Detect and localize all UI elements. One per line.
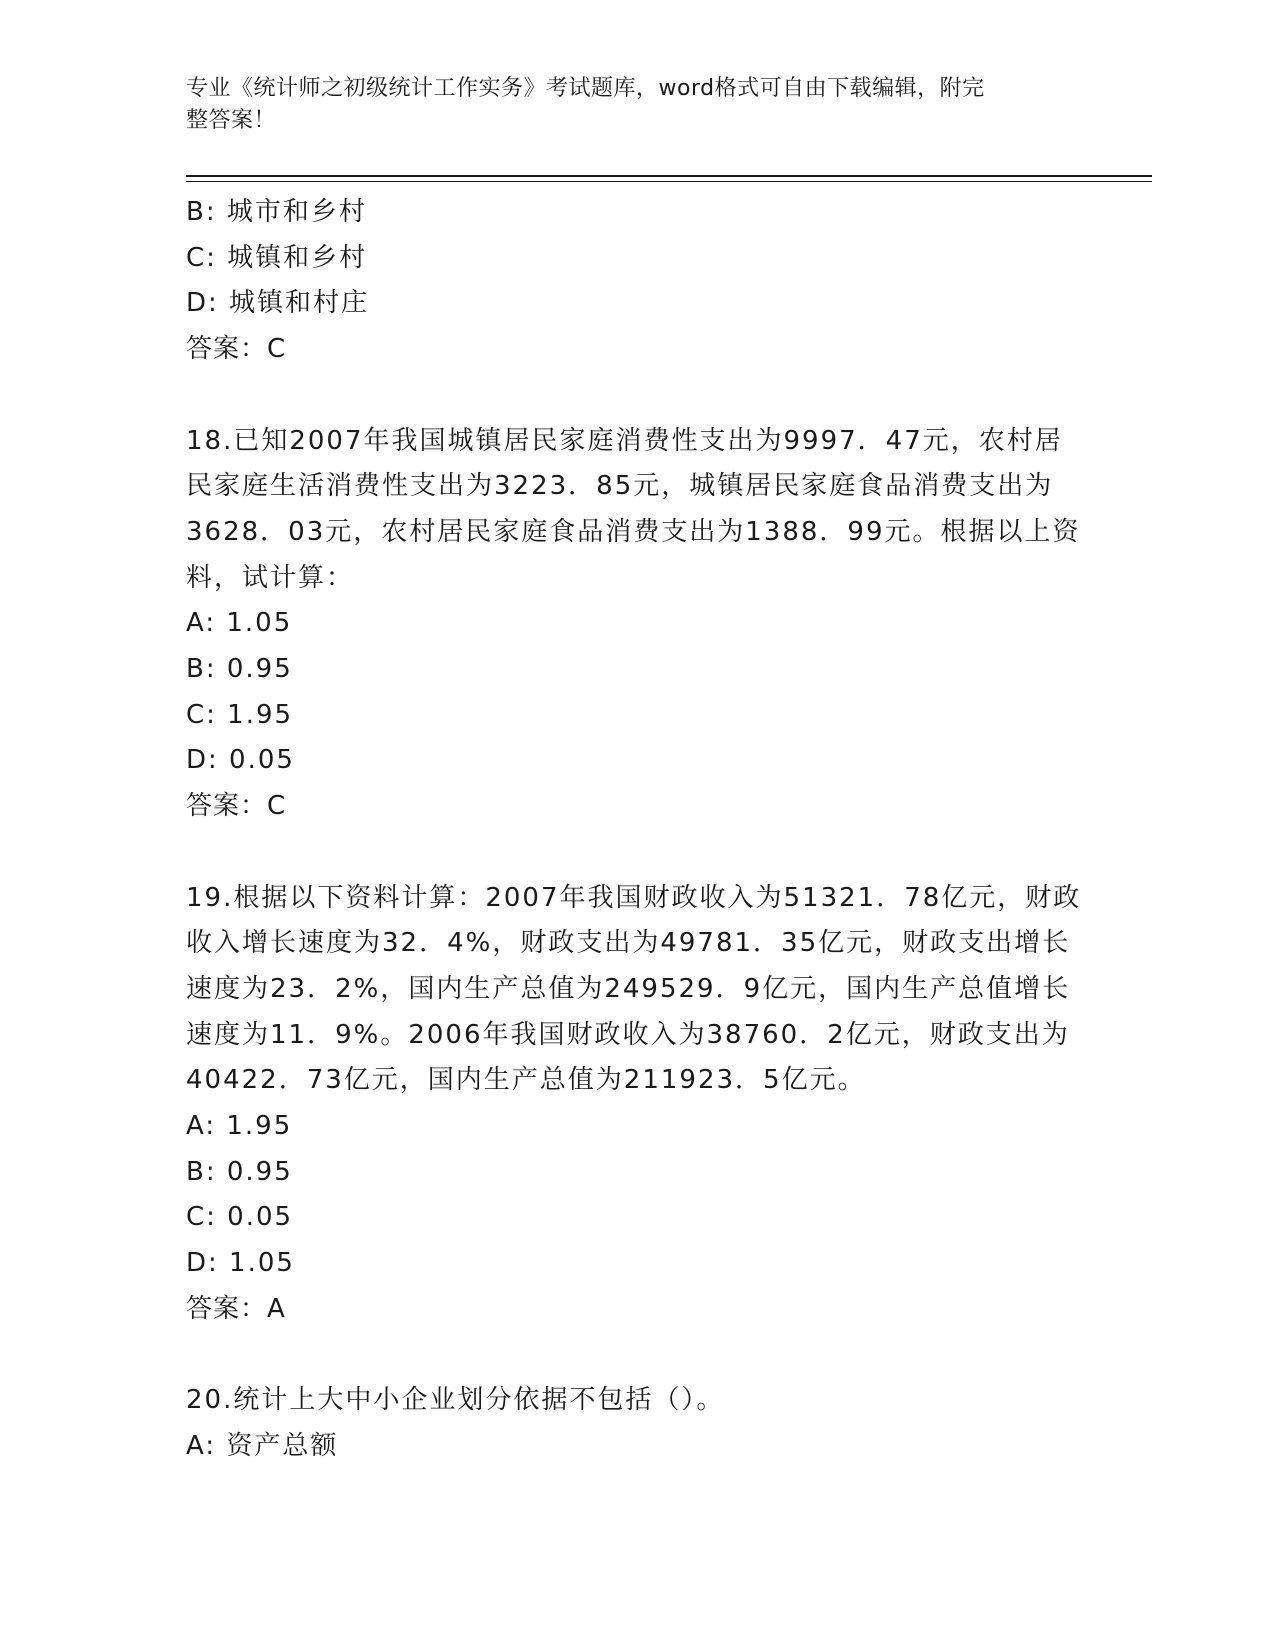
answer: 答案：C (186, 791, 287, 822)
document-header (186, 73, 1086, 137)
answer: 答案：A (186, 1293, 286, 1324)
header-line-2: 整答案！ (186, 108, 277, 133)
question-text-line: 19.根据以下资料计算：2007年我国财政收入为51321．78亿元，财政 (186, 882, 1082, 913)
question-text-line: 3628．03元，农村居民家庭食品消费支出为1388．99元。根据以上资 (186, 516, 1081, 547)
document-body (186, 190, 1082, 1470)
question-text-line: 40422．73亿元，国内生产总值为211923．5亿元。 (186, 1065, 866, 1096)
header-divider-thin (186, 181, 1152, 182)
option-c: C: 0.05 (186, 1202, 294, 1233)
option-c: C: 1.95 (186, 699, 294, 730)
option-b: B: 0.95 (186, 1156, 293, 1187)
option-d: D: 1.05 (186, 1248, 295, 1279)
question-text-line: 收入增长速度为32．4%，财政支出为49781．35亿元，财政支出增长 (186, 928, 1071, 959)
option-b: B: 0.95 (186, 654, 293, 685)
option-c: C: 城镇和乡村 (186, 242, 368, 273)
question-text-line: 民家庭生活消费性支出为3223．85元，城镇居民家庭食品消费支出为 (186, 471, 1054, 502)
option-b: B: 城市和乡村 (186, 197, 367, 227)
question-17 (186, 190, 1076, 373)
header-divider-thick (186, 175, 1152, 177)
question-19 (186, 876, 1082, 1333)
option-a: A: 1.95 (186, 1111, 293, 1142)
answer: 答案：C (186, 334, 287, 365)
question-text-line: 18.已知2007年我国城镇居民家庭消费性支出为9997．47元，农村居 (186, 425, 1063, 456)
question-text-line: 速度为23．2%，国内生产总值为249529．9亿元，国内生产总值增长 (186, 973, 1071, 1004)
option-d: D: 0.05 (186, 745, 295, 776)
question-20 (186, 1378, 1076, 1469)
option-d: D: 城镇和村庄 (186, 288, 370, 319)
question-text-line: 速度为11．9%。2006年我国财政收入为38760．2亿元，财政支出为 (186, 1019, 1070, 1050)
option-a: A: 资产总额 (186, 1430, 339, 1461)
question-text-line: 料，试计算： (186, 562, 355, 593)
question-18 (186, 419, 1081, 830)
header-line-1: 专业《统计师之初级统计工作实务》考试题库，word格式可自由下载编辑，附完 (186, 76, 985, 101)
question-text-line: 20.统计上大中小企业划分依据不包括（）。 (186, 1385, 725, 1416)
option-a: A: 1.05 (186, 608, 293, 639)
